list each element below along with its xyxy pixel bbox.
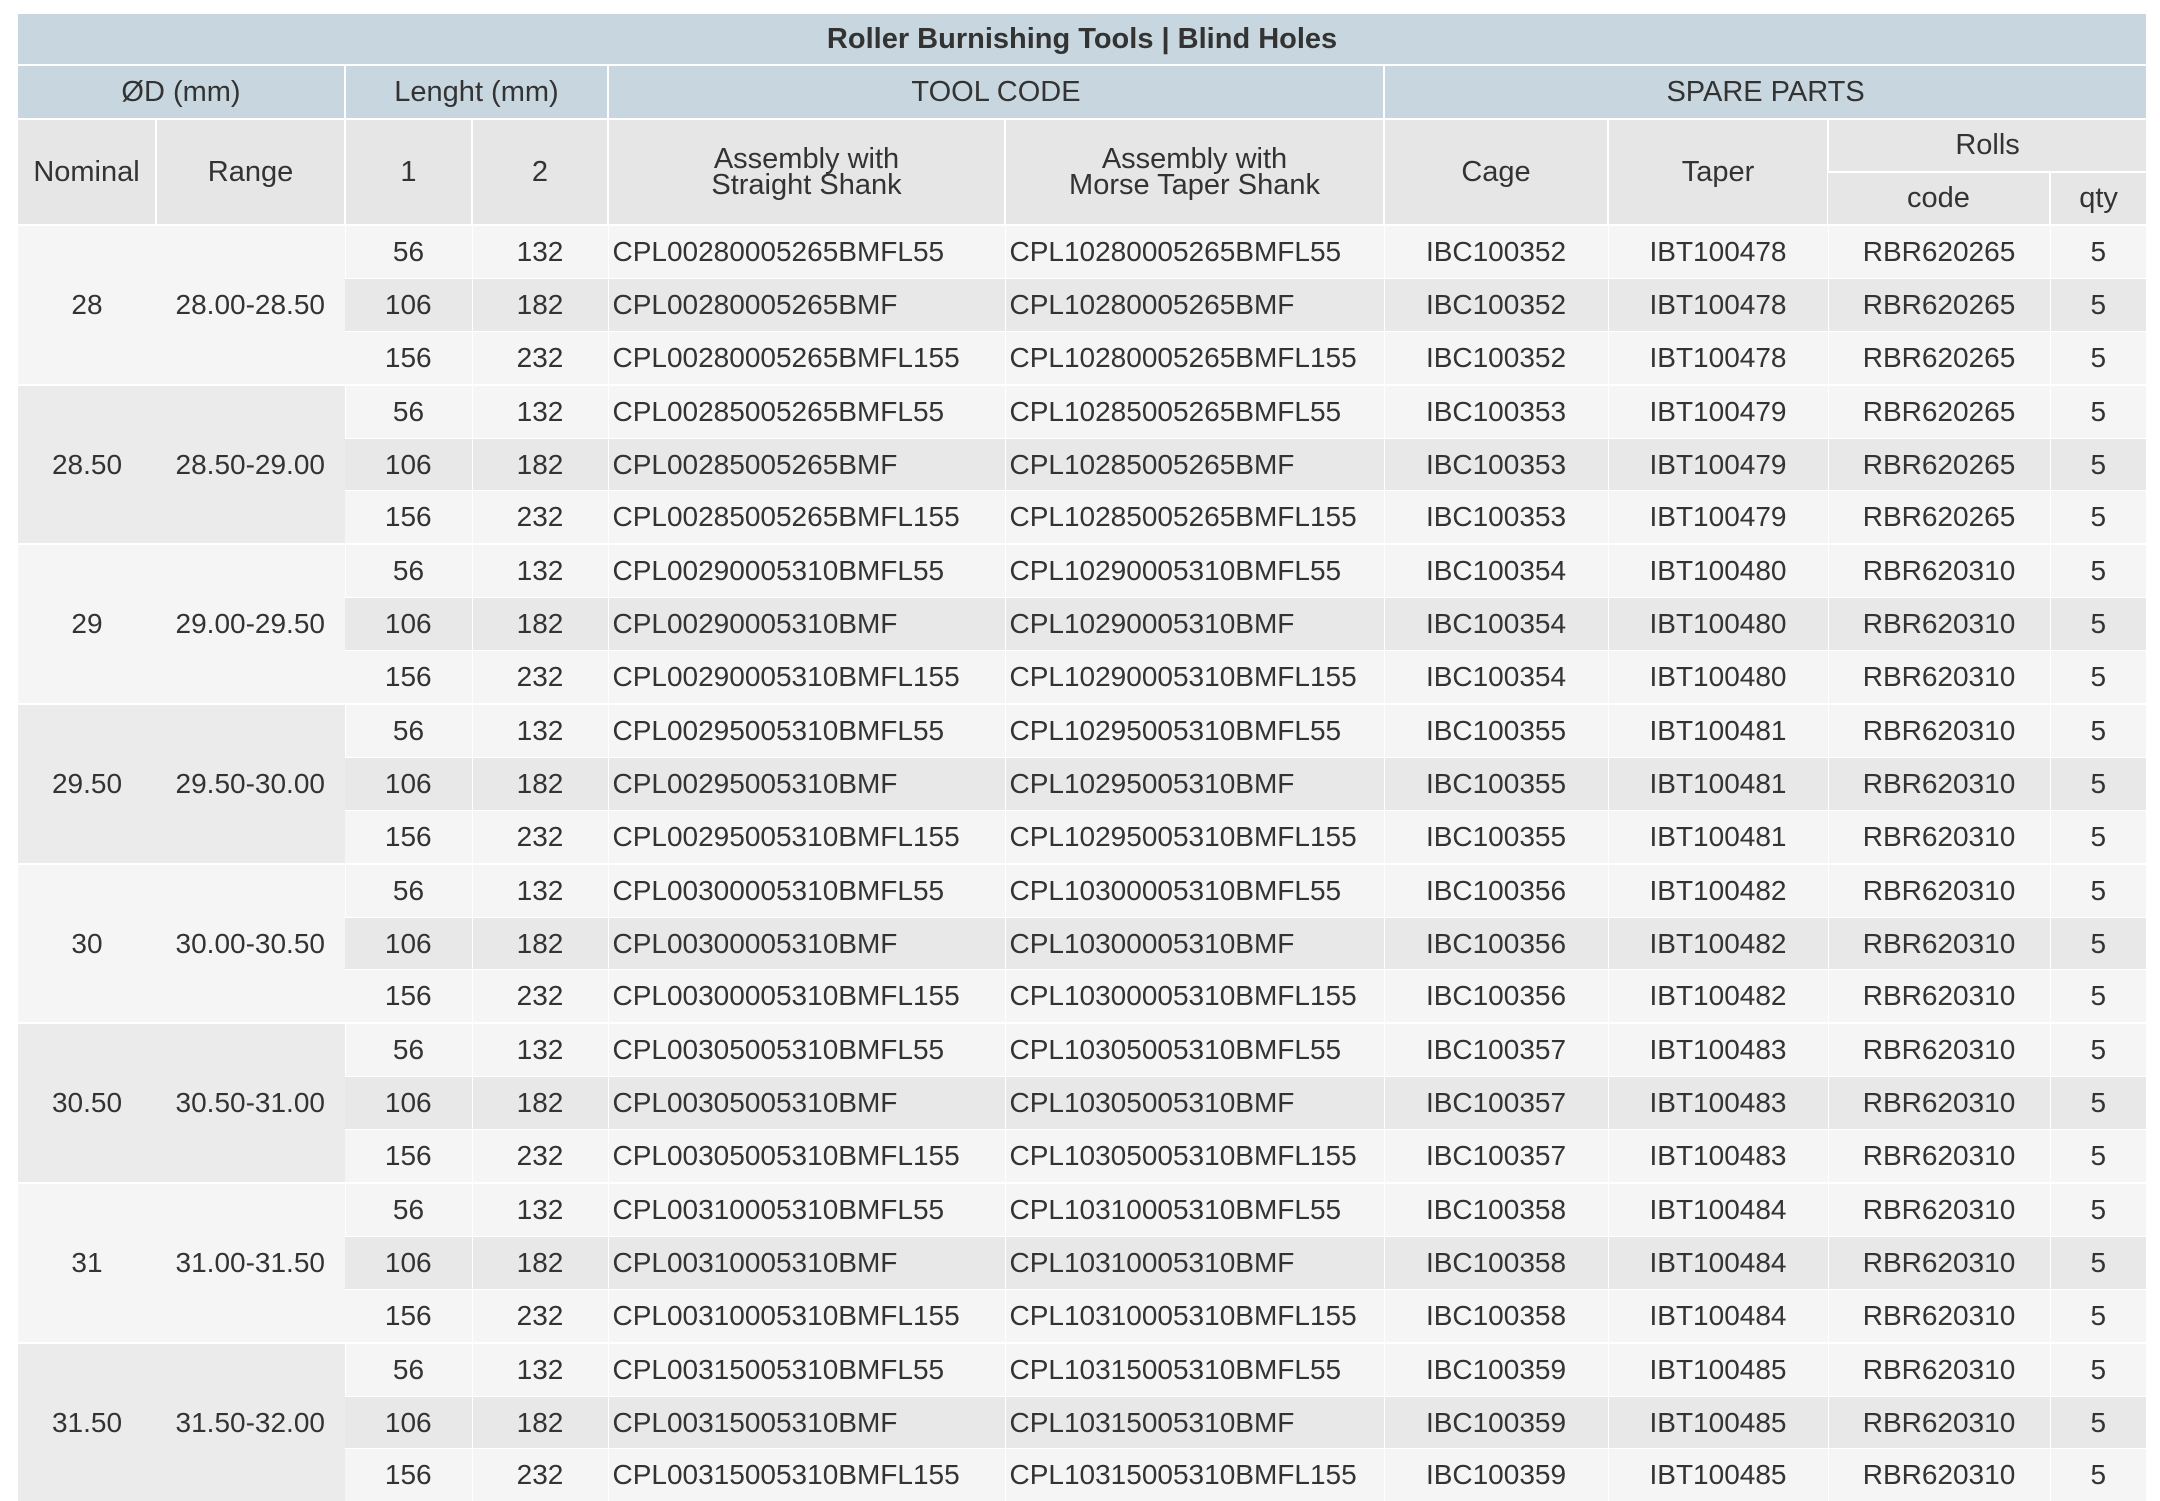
cell-roll-code: RBR620265 (1828, 438, 2050, 491)
table-container (18, 14, 2146, 1501)
cell-morse-code: CPL10280005265BMFL55 (1005, 225, 1384, 278)
header-cage: Cage (1384, 119, 1608, 225)
cell-roll-qty: 5 (2050, 651, 2146, 704)
cell-straight-code: CPL00285005265BMFL155 (608, 491, 1005, 544)
table-row (18, 1183, 2146, 1236)
cell-roll-qty: 5 (2050, 810, 2146, 863)
table-row (18, 1343, 2146, 1396)
header-morse-shank-text: Assembly with Morse Taper Shank (1069, 143, 1320, 201)
cell-roll-qty: 5 (2050, 331, 2146, 384)
cell-morse-code: CPL10295005310BMFL155 (1005, 810, 1384, 863)
cell-morse-code: CPL10285005265BMF (1005, 438, 1384, 491)
cell-length-2: 232 (472, 1449, 608, 1501)
cell-roll-qty: 5 (2050, 970, 2146, 1023)
cell-straight-code: CPL00290005310BMFL55 (608, 544, 1005, 597)
cell-cage: IBC100356 (1384, 864, 1608, 917)
header-rolls-code: code (1828, 172, 2050, 225)
cell-straight-code: CPL00295005310BMFL155 (608, 810, 1005, 863)
cell-morse-code: CPL10300005310BMFL55 (1005, 864, 1384, 917)
cell-roll-qty: 5 (2050, 544, 2146, 597)
cell-morse-code: CPL10305005310BMF (1005, 1077, 1384, 1130)
cell-taper: IBT100482 (1608, 970, 1828, 1023)
cell-range: 30.50-31.00 (156, 1023, 345, 1183)
cell-roll-code: RBR620310 (1828, 1183, 2050, 1236)
cell-cage: IBC100355 (1384, 810, 1608, 863)
cell-roll-code: RBR620310 (1828, 1236, 2050, 1289)
header-rolls: Rolls (1828, 119, 2146, 172)
cell-morse-code: CPL10300005310BMF (1005, 917, 1384, 970)
cell-length-2: 182 (472, 1077, 608, 1130)
cell-length-1: 106 (345, 598, 472, 651)
cell-cage: IBC100356 (1384, 970, 1608, 1023)
cell-cage: IBC100358 (1384, 1183, 1608, 1236)
cell-length-2: 232 (472, 970, 608, 1023)
cell-length-1: 106 (345, 278, 472, 331)
cell-length-1: 156 (345, 1289, 472, 1342)
cell-morse-code: CPL10300005310BMFL155 (1005, 970, 1384, 1023)
cell-morse-code: CPL10280005265BMFL155 (1005, 331, 1384, 384)
cell-straight-code: CPL00280005265BMFL155 (608, 331, 1005, 384)
cell-cage: IBC100354 (1384, 598, 1608, 651)
header-taper: Taper (1608, 119, 1828, 225)
cell-roll-code: RBR620265 (1828, 331, 2050, 384)
cell-straight-code: CPL00290005310BMF (608, 598, 1005, 651)
cell-roll-qty: 5 (2050, 1343, 2146, 1396)
cell-roll-code: RBR620310 (1828, 1077, 2050, 1130)
cell-straight-code: CPL00310005310BMFL155 (608, 1289, 1005, 1342)
cell-straight-code: CPL00300005310BMFL155 (608, 970, 1005, 1023)
cell-length-2: 232 (472, 331, 608, 384)
cell-roll-qty: 5 (2050, 1449, 2146, 1501)
cell-roll-qty: 5 (2050, 385, 2146, 438)
cell-length-2: 182 (472, 917, 608, 970)
cell-cage: IBC100353 (1384, 385, 1608, 438)
cell-roll-qty: 5 (2050, 1289, 2146, 1342)
cell-morse-code: CPL10315005310BMF (1005, 1396, 1384, 1449)
cell-morse-code: CPL10290005310BMF (1005, 598, 1384, 651)
cell-length-1: 106 (345, 1396, 472, 1449)
cell-length-2: 182 (472, 598, 608, 651)
cell-nominal: 31 (18, 1183, 156, 1343)
cell-roll-qty: 5 (2050, 598, 2146, 651)
cell-length-2: 182 (472, 1236, 608, 1289)
cell-morse-code: CPL10305005310BMFL155 (1005, 1130, 1384, 1183)
cell-cage: IBC100353 (1384, 438, 1608, 491)
cell-nominal: 28 (18, 225, 156, 385)
table-row (18, 864, 2146, 917)
cell-roll-code: RBR620310 (1828, 544, 2050, 597)
cell-nominal: 30.50 (18, 1023, 156, 1183)
cell-morse-code: CPL10315005310BMFL155 (1005, 1449, 1384, 1501)
group-tool-code: TOOL CODE (608, 65, 1384, 119)
cell-roll-code: RBR620265 (1828, 278, 2050, 331)
table-row (18, 544, 2146, 597)
cell-nominal: 31.50 (18, 1343, 156, 1501)
cell-straight-code: CPL00305005310BMFL55 (608, 1023, 1005, 1076)
cell-morse-code: CPL10290005310BMFL55 (1005, 544, 1384, 597)
header-straight-shank-text: Assembly with Straight Shank (711, 143, 902, 201)
cell-length-2: 132 (472, 704, 608, 757)
cell-roll-code: RBR620265 (1828, 385, 2050, 438)
cell-taper: IBT100480 (1608, 544, 1828, 597)
cell-straight-code: CPL00280005265BMFL55 (608, 225, 1005, 278)
cell-morse-code: CPL10310005310BMFL55 (1005, 1183, 1384, 1236)
cell-length-1: 56 (345, 704, 472, 757)
cell-taper: IBT100478 (1608, 225, 1828, 278)
cell-length-1: 106 (345, 1077, 472, 1130)
cell-morse-code: CPL10280005265BMF (1005, 278, 1384, 331)
cell-straight-code: CPL00300005310BMF (608, 917, 1005, 970)
header-straight-shank (608, 119, 1005, 225)
cell-morse-code: CPL10285005265BMFL55 (1005, 385, 1384, 438)
cell-roll-qty: 5 (2050, 704, 2146, 757)
cell-length-1: 156 (345, 491, 472, 544)
cell-roll-qty: 5 (2050, 278, 2146, 331)
cell-roll-qty: 5 (2050, 1077, 2146, 1130)
cell-length-1: 56 (345, 385, 472, 438)
cell-roll-qty: 5 (2050, 1183, 2146, 1236)
cell-taper: IBT100485 (1608, 1396, 1828, 1449)
cell-taper: IBT100482 (1608, 917, 1828, 970)
cell-taper: IBT100480 (1608, 651, 1828, 704)
cell-length-2: 232 (472, 1289, 608, 1342)
cell-length-1: 156 (345, 651, 472, 704)
cell-cage: IBC100354 (1384, 651, 1608, 704)
cell-cage: IBC100358 (1384, 1236, 1608, 1289)
cell-roll-code: RBR620310 (1828, 1130, 2050, 1183)
table-row (18, 704, 2146, 757)
tools-table (18, 14, 2146, 1501)
cell-morse-code: CPL10310005310BMFL155 (1005, 1289, 1384, 1342)
cell-roll-qty: 5 (2050, 225, 2146, 278)
group-diameter: ØD (mm) (18, 65, 345, 119)
cell-roll-code: RBR620310 (1828, 651, 2050, 704)
cell-morse-code: CPL10290005310BMFL155 (1005, 651, 1384, 704)
cell-length-2: 132 (472, 1343, 608, 1396)
cell-taper: IBT100483 (1608, 1130, 1828, 1183)
cell-length-2: 182 (472, 438, 608, 491)
cell-length-1: 156 (345, 331, 472, 384)
cell-length-2: 182 (472, 757, 608, 810)
cell-nominal: 29.50 (18, 704, 156, 864)
cell-morse-code: CPL10285005265BMFL155 (1005, 491, 1384, 544)
cell-roll-qty: 5 (2050, 1023, 2146, 1076)
cell-length-1: 56 (345, 1183, 472, 1236)
cell-straight-code: CPL00290005310BMFL155 (608, 651, 1005, 704)
cell-roll-code: RBR620310 (1828, 810, 2050, 863)
cell-length-1: 106 (345, 438, 472, 491)
header-morse-shank (1005, 119, 1384, 225)
cell-length-2: 132 (472, 544, 608, 597)
cell-cage: IBC100355 (1384, 757, 1608, 810)
cell-length-1: 56 (345, 1023, 472, 1076)
table-row (18, 385, 2146, 438)
cell-morse-code: CPL10295005310BMFL55 (1005, 704, 1384, 757)
cell-taper: IBT100481 (1608, 810, 1828, 863)
cell-length-1: 56 (345, 864, 472, 917)
cell-length-1: 156 (345, 1130, 472, 1183)
cell-roll-code: RBR620265 (1828, 225, 2050, 278)
cell-nominal: 28.50 (18, 385, 156, 545)
cell-length-1: 106 (345, 757, 472, 810)
cell-range: 31.50-32.00 (156, 1343, 345, 1501)
cell-roll-code: RBR620265 (1828, 491, 2050, 544)
cell-length-1: 156 (345, 970, 472, 1023)
cell-taper: IBT100481 (1608, 704, 1828, 757)
header-length-1: 1 (345, 119, 472, 225)
cell-straight-code: CPL00315005310BMFL155 (608, 1449, 1005, 1501)
cell-straight-code: CPL00310005310BMFL55 (608, 1183, 1005, 1236)
cell-roll-qty: 5 (2050, 917, 2146, 970)
cell-taper: IBT100485 (1608, 1449, 1828, 1501)
table-row (18, 225, 2146, 278)
cell-length-1: 156 (345, 1449, 472, 1501)
cell-cage: IBC100352 (1384, 225, 1608, 278)
cell-taper: IBT100484 (1608, 1289, 1828, 1342)
cell-taper: IBT100482 (1608, 864, 1828, 917)
cell-length-1: 106 (345, 1236, 472, 1289)
cell-roll-code: RBR620310 (1828, 970, 2050, 1023)
header-length-2: 2 (472, 119, 608, 225)
cell-straight-code: CPL00305005310BMF (608, 1077, 1005, 1130)
cell-length-1: 56 (345, 544, 472, 597)
cell-roll-qty: 5 (2050, 491, 2146, 544)
cell-cage: IBC100357 (1384, 1077, 1608, 1130)
cell-length-2: 132 (472, 1023, 608, 1076)
cell-straight-code: CPL00285005265BMF (608, 438, 1005, 491)
cell-straight-code: CPL00280005265BMF (608, 278, 1005, 331)
cell-range: 29.50-30.00 (156, 704, 345, 864)
cell-length-2: 132 (472, 385, 608, 438)
cell-cage: IBC100352 (1384, 278, 1608, 331)
cell-cage: IBC100353 (1384, 491, 1608, 544)
header-range: Range (156, 119, 345, 225)
cell-length-2: 182 (472, 1396, 608, 1449)
cell-morse-code: CPL10295005310BMF (1005, 757, 1384, 810)
cell-cage: IBC100359 (1384, 1343, 1608, 1396)
cell-roll-code: RBR620310 (1828, 864, 2050, 917)
cell-length-2: 132 (472, 864, 608, 917)
table-row (18, 1023, 2146, 1076)
cell-cage: IBC100359 (1384, 1449, 1608, 1501)
cell-length-1: 156 (345, 810, 472, 863)
cell-cage: IBC100356 (1384, 917, 1608, 970)
cell-length-2: 132 (472, 225, 608, 278)
cell-roll-code: RBR620310 (1828, 598, 2050, 651)
cell-taper: IBT100479 (1608, 491, 1828, 544)
cell-roll-qty: 5 (2050, 864, 2146, 917)
cell-roll-code: RBR620310 (1828, 917, 2050, 970)
cell-roll-code: RBR620310 (1828, 1343, 2050, 1396)
cell-morse-code: CPL10305005310BMFL55 (1005, 1023, 1384, 1076)
cell-length-2: 232 (472, 810, 608, 863)
cell-straight-code: CPL00315005310BMFL55 (608, 1343, 1005, 1396)
cell-cage: IBC100352 (1384, 331, 1608, 384)
cell-roll-code: RBR620310 (1828, 757, 2050, 810)
cell-cage: IBC100357 (1384, 1130, 1608, 1183)
cell-range: 30.00-30.50 (156, 864, 345, 1024)
cell-roll-code: RBR620310 (1828, 1023, 2050, 1076)
cell-taper: IBT100485 (1608, 1343, 1828, 1396)
cell-taper: IBT100481 (1608, 757, 1828, 810)
cell-taper: IBT100480 (1608, 598, 1828, 651)
cell-straight-code: CPL00305005310BMFL155 (608, 1130, 1005, 1183)
cell-straight-code: CPL00295005310BMF (608, 757, 1005, 810)
table-title: Roller Burnishing Tools | Blind Holes (18, 14, 2146, 65)
cell-range: 28.00-28.50 (156, 225, 345, 385)
table-body (18, 225, 2146, 1501)
cell-straight-code: CPL00285005265BMFL55 (608, 385, 1005, 438)
cell-length-2: 182 (472, 278, 608, 331)
cell-taper: IBT100484 (1608, 1183, 1828, 1236)
cell-nominal: 30 (18, 864, 156, 1024)
cell-length-2: 132 (472, 1183, 608, 1236)
cell-length-2: 232 (472, 651, 608, 704)
cell-roll-code: RBR620310 (1828, 704, 2050, 757)
cell-range: 31.00-31.50 (156, 1183, 345, 1343)
cell-roll-code: RBR620310 (1828, 1289, 2050, 1342)
cell-length-1: 106 (345, 917, 472, 970)
cell-length-1: 56 (345, 225, 472, 278)
cell-length-1: 56 (345, 1343, 472, 1396)
cell-morse-code: CPL10315005310BMFL55 (1005, 1343, 1384, 1396)
cell-taper: IBT100479 (1608, 438, 1828, 491)
cell-roll-qty: 5 (2050, 757, 2146, 810)
cell-range: 28.50-29.00 (156, 385, 345, 545)
cell-cage: IBC100358 (1384, 1289, 1608, 1342)
cell-roll-code: RBR620310 (1828, 1396, 2050, 1449)
cell-taper: IBT100483 (1608, 1023, 1828, 1076)
cell-taper: IBT100479 (1608, 385, 1828, 438)
cell-roll-qty: 5 (2050, 1236, 2146, 1289)
cell-length-2: 232 (472, 491, 608, 544)
cell-taper: IBT100483 (1608, 1077, 1828, 1130)
cell-morse-code: CPL10310005310BMF (1005, 1236, 1384, 1289)
header-rolls-qty: qty (2050, 172, 2146, 225)
cell-roll-code: RBR620310 (1828, 1449, 2050, 1501)
group-length: Lenght (mm) (345, 65, 608, 119)
cell-cage: IBC100354 (1384, 544, 1608, 597)
cell-taper: IBT100478 (1608, 278, 1828, 331)
cell-cage: IBC100355 (1384, 704, 1608, 757)
cell-roll-qty: 5 (2050, 438, 2146, 491)
cell-cage: IBC100359 (1384, 1396, 1608, 1449)
cell-taper: IBT100478 (1608, 331, 1828, 384)
cell-range: 29.00-29.50 (156, 544, 345, 704)
header-nominal: Nominal (18, 119, 156, 225)
cell-straight-code: CPL00310005310BMF (608, 1236, 1005, 1289)
cell-roll-qty: 5 (2050, 1130, 2146, 1183)
cell-length-2: 232 (472, 1130, 608, 1183)
cell-nominal: 29 (18, 544, 156, 704)
cell-taper: IBT100484 (1608, 1236, 1828, 1289)
cell-straight-code: CPL00315005310BMF (608, 1396, 1005, 1449)
cell-straight-code: CPL00295005310BMFL55 (608, 704, 1005, 757)
cell-roll-qty: 5 (2050, 1396, 2146, 1449)
cell-straight-code: CPL00300005310BMFL55 (608, 864, 1005, 917)
group-spare-parts: SPARE PARTS (1384, 65, 2146, 119)
cell-cage: IBC100357 (1384, 1023, 1608, 1076)
